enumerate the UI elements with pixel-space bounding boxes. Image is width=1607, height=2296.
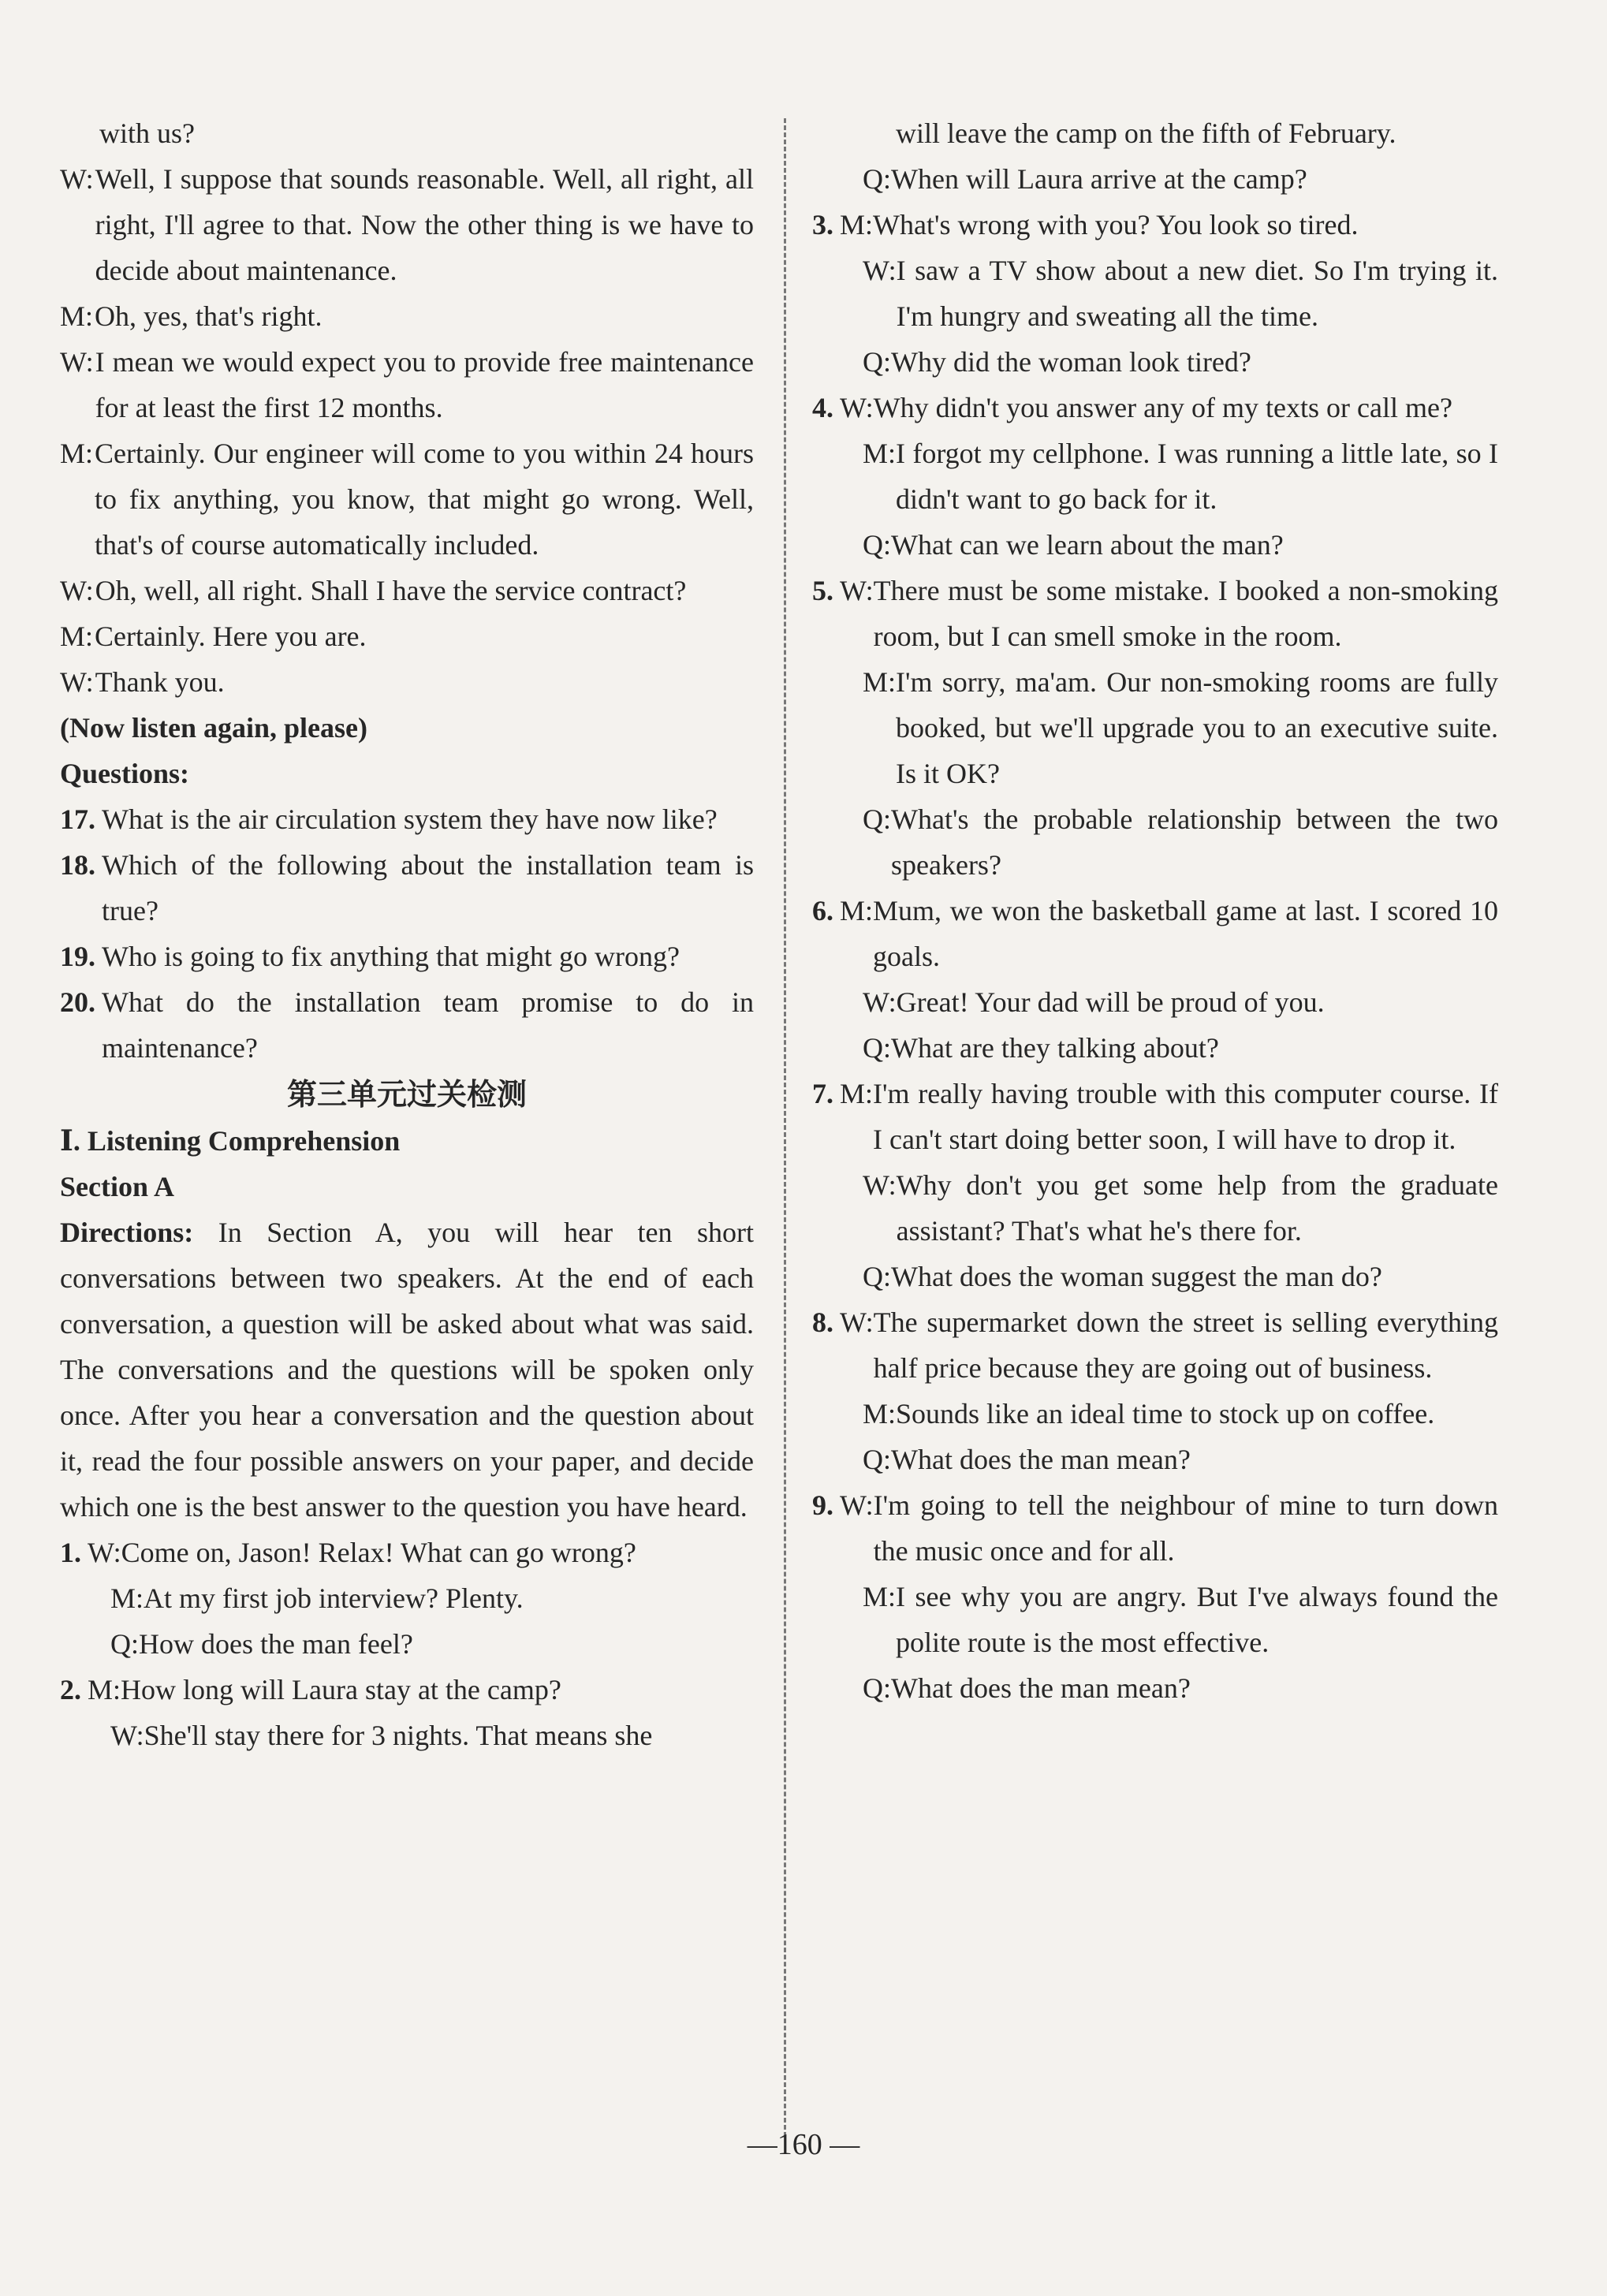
directions-text: In Section A, you will hear ten short conversations between two speakers. At the end of each conversation, a question will be asked about what was said. The conversations and the questions will be spoken only once. After you hear a conversation and the question about it, read the four possible answers on your paper, and decide which one is the best answer to the question you have heard. bbox=[60, 1217, 754, 1523]
dialog-line bbox=[863, 1574, 1498, 1665]
speaker-label: W: bbox=[60, 163, 94, 195]
speaker-label: Q: bbox=[110, 1628, 139, 1660]
column-divider bbox=[784, 118, 786, 2137]
dialog-text: How does the man feel? bbox=[139, 1628, 413, 1660]
item-number: 5. bbox=[812, 575, 833, 606]
speaker-label: M: bbox=[60, 621, 94, 652]
speaker-label: W: bbox=[840, 1489, 874, 1521]
dialog-text: The supermarket down the street is selling everything half price because they are going out of business. bbox=[873, 1306, 1498, 1384]
speaker-label: W: bbox=[840, 392, 874, 423]
item-number: 9. bbox=[812, 1489, 833, 1521]
dialog-line bbox=[60, 568, 754, 613]
dialog-text: Why don't you get some help from the graduate assistant? That's what he's there for. bbox=[896, 1169, 1498, 1247]
item-number: 6. bbox=[812, 895, 833, 926]
speaker-label: W: bbox=[863, 255, 897, 286]
dialog-line bbox=[863, 796, 1498, 888]
question-number: 18. bbox=[60, 849, 95, 881]
speaker-label: M: bbox=[110, 1582, 144, 1614]
question-item bbox=[60, 842, 754, 934]
left-column bbox=[60, 110, 754, 1758]
dialog-line bbox=[863, 1025, 1498, 1071]
question-number: 17. bbox=[60, 803, 95, 835]
dialog-line bbox=[110, 1575, 754, 1621]
dialog-text: Oh, yes, that's right. bbox=[95, 300, 323, 332]
speaker-label: W: bbox=[840, 1306, 874, 1338]
dialog-line bbox=[60, 156, 754, 293]
dialog-text: At my first job interview? Plenty. bbox=[144, 1582, 524, 1614]
directions-paragraph bbox=[60, 1210, 754, 1530]
dialog-text: I'm really having trouble with this computer course. If I can't start doing better soon, I will have to drop it. bbox=[873, 1078, 1498, 1155]
numbered-dialog-line bbox=[60, 1530, 754, 1575]
dialog-line bbox=[863, 1665, 1498, 1711]
dialog-text: What's the probable relationship between the two speakers? bbox=[891, 803, 1498, 881]
dialog-text: Oh, well, all right. Shall I have the service contract? bbox=[95, 575, 687, 606]
dialog-line bbox=[863, 522, 1498, 568]
item-number: 8. bbox=[812, 1306, 833, 1338]
dialog-line bbox=[863, 339, 1498, 385]
question-text: What is the air circulation system they have now like? bbox=[102, 803, 718, 835]
speaker-label: W: bbox=[840, 575, 874, 606]
dialog-text: What are they talking about? bbox=[891, 1032, 1219, 1064]
dialog-text: Why did the woman look tired? bbox=[891, 346, 1251, 378]
question-text: Which of the following about the installation team is true? bbox=[102, 849, 754, 926]
speaker-label: Q: bbox=[863, 529, 891, 561]
speaker-label: Q: bbox=[863, 1032, 891, 1064]
dialog-text: Well, I suppose that sounds reasonable. Well, all right, all right, I'll agree to that. Now the other thing is we have to decide about maintenance. bbox=[95, 163, 754, 286]
numbered-dialog-line bbox=[812, 1071, 1498, 1162]
dialog-text: Certainly. Here you are. bbox=[95, 621, 367, 652]
numbered-dialog-line bbox=[812, 1482, 1498, 1574]
dialog-text: What does the woman suggest the man do? bbox=[891, 1261, 1382, 1292]
numbered-dialog-line bbox=[812, 568, 1498, 659]
speaker-label: W: bbox=[60, 346, 94, 378]
question-text: What do the installation team promise to do in maintenance? bbox=[102, 986, 754, 1064]
dialog-text: Mum, we won the basketball game at last. I scored 10 goals. bbox=[873, 895, 1498, 972]
item-number: 3. bbox=[812, 209, 833, 240]
dialog-text: Why didn't you answer any of my texts or call me? bbox=[873, 392, 1452, 423]
speaker-label: M: bbox=[60, 300, 94, 332]
speaker-label: M: bbox=[840, 1078, 874, 1109]
dialog-text: I'm going to tell the neighbour of mine to turn down the music once and for all. bbox=[873, 1489, 1498, 1567]
dialog-line bbox=[863, 1391, 1498, 1437]
speaker-label: W: bbox=[60, 666, 94, 698]
dialog-text: Certainly. Our engineer will come to you within 24 hours to fix anything, you know, that might go wrong. Well, that's of course automatically included. bbox=[95, 438, 754, 561]
dialog-line bbox=[863, 659, 1498, 796]
section-label: Questions: bbox=[60, 758, 190, 789]
dialog-line bbox=[863, 1437, 1498, 1482]
speaker-label: M: bbox=[840, 895, 874, 926]
question-number: 19. bbox=[60, 941, 95, 972]
item-number: 1. bbox=[60, 1537, 81, 1568]
page-number: —160 — bbox=[747, 2128, 860, 2161]
dialog-text: What's wrong with you? You look so tired. bbox=[873, 209, 1359, 240]
dialog-line bbox=[863, 1254, 1498, 1299]
dialog-text: Come on, Jason! Relax! What can go wrong? bbox=[121, 1537, 636, 1568]
speaker-label: M: bbox=[863, 1398, 897, 1429]
dialog-text: I see why you are angry. But I've always found the polite route is the most effective. bbox=[896, 1581, 1498, 1658]
dialog-line bbox=[863, 430, 1498, 522]
dialog-text: There must be some mistake. I booked a non-smoking room, but I can smell smoke in the room. bbox=[873, 575, 1498, 652]
question-number: 20. bbox=[60, 986, 95, 1018]
speaker-label: M: bbox=[863, 666, 897, 698]
dialog-line bbox=[110, 1621, 754, 1667]
item-number: 2. bbox=[60, 1674, 81, 1705]
question-item bbox=[60, 796, 754, 842]
speaker-label: Q: bbox=[863, 346, 891, 378]
speaker-label: Q: bbox=[863, 163, 891, 195]
speaker-label: W: bbox=[863, 1169, 897, 1201]
speaker-label: M: bbox=[60, 438, 94, 469]
dialog-text: What does the man mean? bbox=[891, 1444, 1191, 1475]
dialog-text: When will Laura arrive at the camp? bbox=[891, 163, 1307, 195]
dialog-text: Sounds like an ideal time to stock up on coffee. bbox=[896, 1398, 1435, 1429]
numbered-dialog-line bbox=[812, 1299, 1498, 1391]
right-column bbox=[812, 110, 1498, 1711]
unit-heading: 第三单元过关检测 bbox=[286, 1077, 527, 1112]
speaker-label: W: bbox=[60, 575, 94, 606]
dialog-text: I forgot my cellphone. I was running a little late, so I didn't want to go back for it. bbox=[896, 438, 1498, 515]
dialog-line bbox=[60, 613, 754, 659]
item-number: 7. bbox=[812, 1078, 833, 1109]
speaker-label: M: bbox=[840, 209, 874, 240]
dialog-text: Great! Your dad will be proud of you. bbox=[896, 986, 1325, 1018]
dialog-line bbox=[863, 979, 1498, 1025]
item-number: 4. bbox=[812, 392, 833, 423]
dialog-text: What does the man mean? bbox=[891, 1672, 1191, 1704]
dialog-continuation: will leave the camp on the fifth of February. bbox=[896, 117, 1396, 149]
numbered-dialog-line bbox=[812, 385, 1498, 430]
dialog-text: Thank you. bbox=[95, 666, 225, 698]
numbered-dialog-line bbox=[812, 202, 1498, 248]
question-item bbox=[60, 979, 754, 1071]
dialog-line bbox=[60, 293, 754, 339]
speaker-label: M: bbox=[863, 1581, 897, 1612]
section-label: Section A bbox=[60, 1171, 175, 1202]
dialog-text: She'll stay there for 3 nights. That means she bbox=[144, 1720, 653, 1751]
numbered-dialog-line bbox=[60, 1667, 754, 1713]
speaker-label: W: bbox=[88, 1537, 121, 1568]
section-label: Ⅰ. Listening Comprehension bbox=[60, 1125, 401, 1157]
dialog-line bbox=[60, 659, 754, 705]
dialog-line bbox=[863, 248, 1498, 339]
speaker-label: M: bbox=[88, 1674, 121, 1705]
speaker-label: Q: bbox=[863, 1261, 891, 1292]
speaker-label: Q: bbox=[863, 803, 891, 835]
dialog-line bbox=[863, 1162, 1498, 1254]
dialog-line bbox=[863, 156, 1498, 202]
dialog-text: I'm sorry, ma'am. Our non-smoking rooms are fully booked, but we'll upgrade you to an executive suite. Is it OK? bbox=[896, 666, 1498, 789]
speaker-label: Q: bbox=[863, 1672, 891, 1704]
speaker-label: M: bbox=[863, 438, 897, 469]
section-label: (Now listen again, please) bbox=[60, 712, 367, 744]
speaker-label: W: bbox=[863, 986, 897, 1018]
dialog-text: How long will Laura stay at the camp? bbox=[121, 1674, 561, 1705]
dialog-line bbox=[60, 430, 754, 568]
dialog-text: What can we learn about the man? bbox=[891, 529, 1284, 561]
question-text: Who is going to fix anything that might go wrong? bbox=[102, 941, 680, 972]
directions-label: Directions: bbox=[60, 1217, 194, 1248]
numbered-dialog-line bbox=[812, 888, 1498, 979]
dialog-line bbox=[110, 1713, 754, 1758]
dialog-line bbox=[60, 339, 754, 430]
dialog-text: I saw a TV show about a new diet. So I'm trying it. I'm hungry and sweating all the time. bbox=[896, 255, 1498, 332]
speaker-label: W: bbox=[110, 1720, 144, 1751]
speaker-label: Q: bbox=[863, 1444, 891, 1475]
dialog-continuation: with us? bbox=[99, 117, 195, 149]
question-item bbox=[60, 934, 754, 979]
dialog-text: I mean we would expect you to provide free maintenance for at least the first 12 months. bbox=[95, 346, 754, 423]
